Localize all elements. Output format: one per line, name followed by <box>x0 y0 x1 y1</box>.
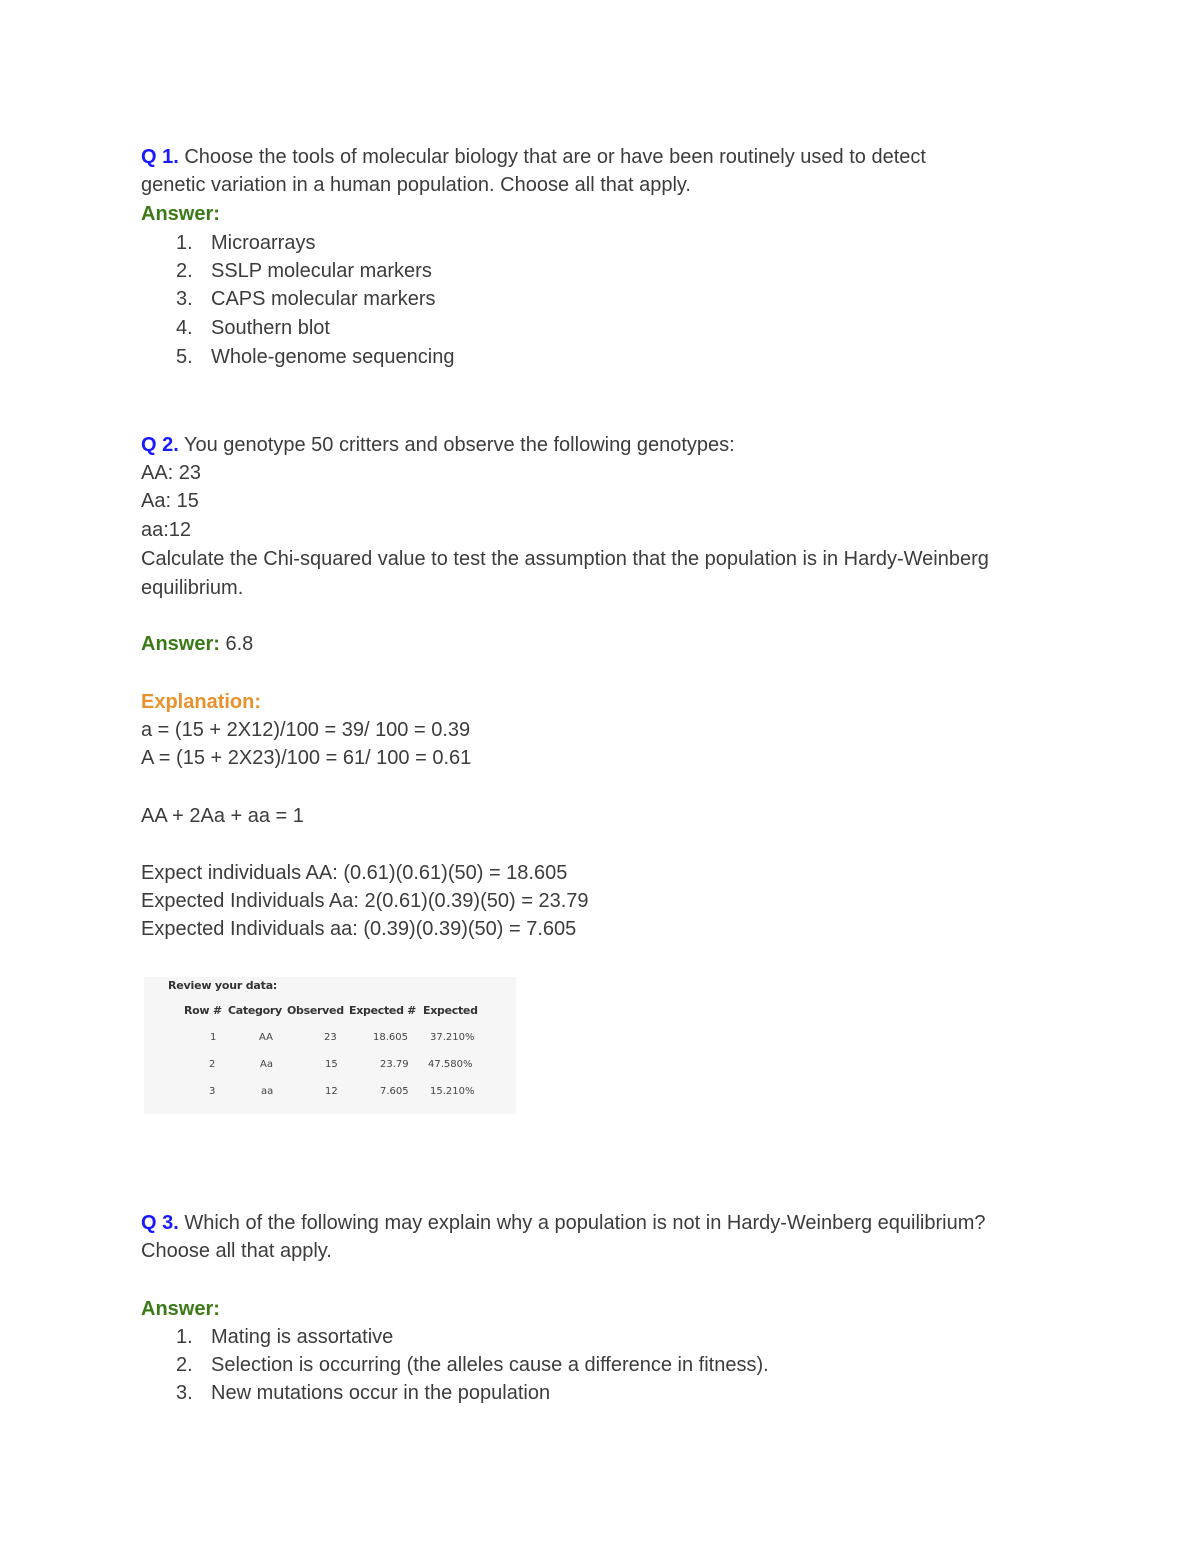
list-number: 5. <box>176 346 193 368</box>
q3-answer-label: Answer: <box>141 1298 220 1320</box>
list-number: 3. <box>176 1382 193 1404</box>
table-header-observed: Observed <box>287 1004 344 1017</box>
list-number: 1. <box>176 1326 193 1348</box>
list-text: Mating is assortative <box>211 1326 394 1348</box>
table-cell: AA <box>259 1032 273 1043</box>
q3-question-line1 <box>141 1209 986 1237</box>
table-cell: 2 <box>209 1059 216 1070</box>
list-number: 4. <box>176 317 193 339</box>
q2-expl-line: Expect individuals AA: (0.61)(0.61)(50) = 18.605 <box>141 862 568 884</box>
list-number: 1. <box>176 232 193 254</box>
q2-expl-line: Expected Individuals aa: (0.39)(0.39)(50) = 7.605 <box>141 918 577 940</box>
table-cell: 15.210% <box>430 1086 475 1097</box>
q2-question-line1 <box>141 431 735 459</box>
list-text: New mutations occur in the population <box>211 1382 551 1404</box>
table-header-row-num: Row # <box>184 1004 222 1017</box>
q2-explanation-label: Explanation: <box>141 691 262 713</box>
q2-genotype-aa: aa:12 <box>141 519 192 541</box>
q2-genotype-Aa: Aa: 15 <box>141 490 199 512</box>
list-text: CAPS molecular markers <box>211 288 436 310</box>
table-header-category: Category <box>228 1004 282 1017</box>
q2-genotype-AA: AA: 23 <box>141 462 202 484</box>
q2-answer-line <box>141 630 253 658</box>
table-cell: 1 <box>210 1032 217 1043</box>
q2-label: Q 2. <box>141 434 179 456</box>
table-cell: 7.605 <box>380 1086 409 1097</box>
q3-text-line1: Which of the following may explain why a population is not in Hardy-Weinberg equilibrium? <box>178 1212 986 1234</box>
q2-expl-line: Expected Individuals Aa: 2(0.61)(0.39)(50) = 23.79 <box>141 890 589 912</box>
table-cell: aa <box>261 1086 274 1097</box>
list-number: 3. <box>176 288 193 310</box>
q3-text-line2: Choose all that apply. <box>141 1240 332 1262</box>
table-cell: Aa <box>260 1059 273 1070</box>
q2-text-line1: You genotype 50 critters and observe the following genotypes: <box>178 434 735 456</box>
table-header-expected-num: Expected # <box>349 1004 417 1017</box>
list-text: Microarrays <box>211 232 316 254</box>
list-text: Southern blot <box>211 317 330 339</box>
q1-answer-label: Answer: <box>141 203 220 225</box>
table-cell: 12 <box>325 1086 338 1097</box>
q1-label: Q 1. <box>141 146 179 168</box>
table-cell: 23 <box>324 1032 337 1043</box>
q2-expl-line: a = (15 + 2X12)/100 = 39/ 100 = 0.39 <box>141 719 471 741</box>
q2-expl-line: AA + 2Aa + aa = 1 <box>141 805 304 827</box>
list-text: Selection is occurring (the alleles cause a difference in fitness). <box>211 1354 769 1376</box>
q1-question-line1 <box>141 143 926 171</box>
q2-text-line3: equilibrium. <box>141 577 244 599</box>
review-data-table <box>144 977 516 1114</box>
q3-label: Q 3. <box>141 1212 179 1234</box>
table-cell: 37.210% <box>430 1032 475 1043</box>
review-table-title: Review your data: <box>168 979 278 992</box>
list-number: 2. <box>176 260 193 282</box>
q2-expl-line: A = (15 + 2X23)/100 = 61/ 100 = 0.61 <box>141 747 472 769</box>
list-text: Whole-genome sequencing <box>211 346 455 368</box>
table-cell: 3 <box>209 1086 216 1097</box>
q2-answer-value: 6.8 <box>219 633 254 655</box>
table-cell: 23.79 <box>380 1059 409 1070</box>
table-header-expected-pct: Expected <box>423 1004 478 1017</box>
list-text: SSLP molecular markers <box>211 260 432 282</box>
table-cell: 18.605 <box>373 1032 408 1043</box>
q1-text-line2: genetic variation in a human population. Choose all that apply. <box>141 174 691 196</box>
table-cell: 47.580% <box>428 1059 473 1070</box>
list-number: 2. <box>176 1354 193 1376</box>
table-cell: 15 <box>325 1059 338 1070</box>
q1-text-line1: Choose the tools of molecular biology that are or have been routinely used to detect <box>178 146 926 168</box>
q2-answer-label: Answer: <box>141 633 220 655</box>
q2-text-line2: Calculate the Chi-squared value to test the assumption that the population is in Hardy-Weinberg <box>141 548 989 570</box>
